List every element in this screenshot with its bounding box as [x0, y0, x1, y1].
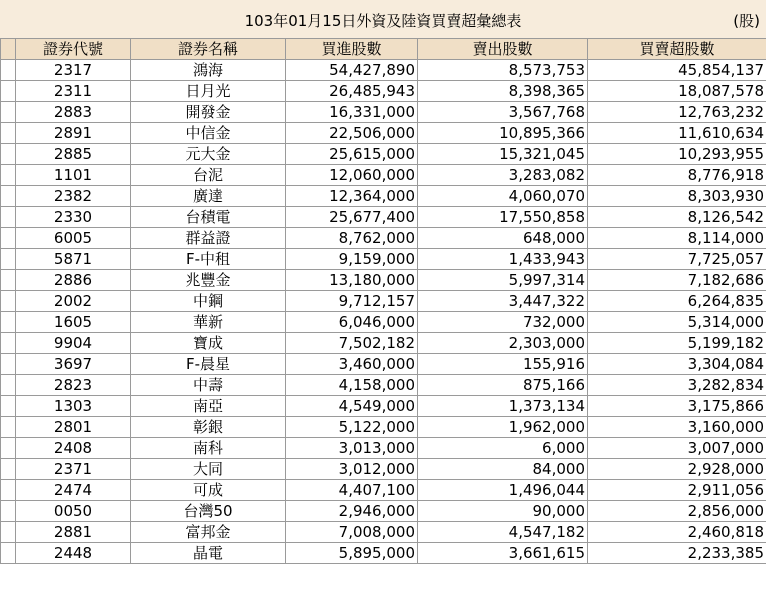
- row-spacer: [1, 543, 16, 564]
- stock-code-cell: 2371: [16, 459, 131, 480]
- row-spacer: [1, 396, 16, 417]
- stock-code-cell: 2891: [16, 123, 131, 144]
- stock-name-cell: 廣達: [131, 186, 286, 207]
- table-row: [1, 543, 766, 564]
- row-spacer: [1, 501, 16, 522]
- buy-shares-cell: 22,506,000: [286, 123, 418, 144]
- net-shares-cell: 8,126,542: [588, 207, 766, 228]
- buy-shares-cell: 4,549,000: [286, 396, 418, 417]
- report-title: 103年01月15日外資及陸資買賣超彙總表: [244, 12, 522, 30]
- net-shares-cell: 3,304,084: [588, 354, 766, 375]
- header-stock-code: 證券代號: [16, 39, 131, 60]
- header-buy-shares: 買進股數: [286, 39, 418, 60]
- stock-name-cell: 南科: [131, 438, 286, 459]
- stock-code-cell: 1303: [16, 396, 131, 417]
- stock-name-cell: 開發金: [131, 102, 286, 123]
- row-spacer: [1, 186, 16, 207]
- row-spacer: [1, 228, 16, 249]
- net-shares-cell: 2,856,000: [588, 501, 766, 522]
- net-shares-cell: 3,160,000: [588, 417, 766, 438]
- net-shares-cell: 3,282,834: [588, 375, 766, 396]
- stock-name-cell: 南亞: [131, 396, 286, 417]
- buy-shares-cell: 3,013,000: [286, 438, 418, 459]
- sell-shares-cell: 8,573,753: [418, 60, 588, 81]
- net-shares-cell: 2,460,818: [588, 522, 766, 543]
- net-shares-cell: 6,264,835: [588, 291, 766, 312]
- stock-code-cell: 5871: [16, 249, 131, 270]
- buy-shares-cell: 9,712,157: [286, 291, 418, 312]
- net-shares-cell: 2,928,000: [588, 459, 766, 480]
- buy-shares-cell: 9,159,000: [286, 249, 418, 270]
- net-shares-cell: 45,854,137: [588, 60, 766, 81]
- table-row: [1, 186, 766, 207]
- table-row: [1, 438, 766, 459]
- net-shares-cell: 12,763,232: [588, 102, 766, 123]
- sell-shares-cell: 6,000: [418, 438, 588, 459]
- stock-code-cell: 2881: [16, 522, 131, 543]
- sell-shares-cell: 2,303,000: [418, 333, 588, 354]
- header-stock-name: 證券名稱: [131, 39, 286, 60]
- row-spacer: [1, 207, 16, 228]
- buy-shares-cell: 4,407,100: [286, 480, 418, 501]
- row-spacer: [1, 291, 16, 312]
- stock-code-cell: 3697: [16, 354, 131, 375]
- row-spacer: [1, 354, 16, 375]
- buy-shares-cell: 13,180,000: [286, 270, 418, 291]
- buy-shares-cell: 3,012,000: [286, 459, 418, 480]
- table-row: [1, 375, 766, 396]
- stock-name-cell: 中壽: [131, 375, 286, 396]
- stock-name-cell: 可成: [131, 480, 286, 501]
- row-spacer: [1, 312, 16, 333]
- table-row: [1, 228, 766, 249]
- stock-code-cell: 2330: [16, 207, 131, 228]
- sell-shares-cell: 17,550,858: [418, 207, 588, 228]
- sell-shares-cell: 3,661,615: [418, 543, 588, 564]
- stock-code-cell: 1101: [16, 165, 131, 186]
- stock-code-cell: 2801: [16, 417, 131, 438]
- sell-shares-cell: 15,321,045: [418, 144, 588, 165]
- stock-name-cell: 晶電: [131, 543, 286, 564]
- row-spacer: [1, 81, 16, 102]
- row-spacer: [1, 438, 16, 459]
- table-row: [1, 480, 766, 501]
- table-row: [1, 522, 766, 543]
- stock-name-cell: 寶成: [131, 333, 286, 354]
- stock-code-cell: 1605: [16, 312, 131, 333]
- sell-shares-cell: 1,496,044: [418, 480, 588, 501]
- net-buy-sell-table: [0, 38, 766, 564]
- net-shares-cell: 10,293,955: [588, 144, 766, 165]
- table-row: [1, 312, 766, 333]
- stock-code-cell: 2474: [16, 480, 131, 501]
- sell-shares-cell: 155,916: [418, 354, 588, 375]
- table-row: [1, 207, 766, 228]
- stock-name-cell: 台泥: [131, 165, 286, 186]
- buy-shares-cell: 7,008,000: [286, 522, 418, 543]
- net-shares-cell: 18,087,578: [588, 81, 766, 102]
- stock-name-cell: 元大金: [131, 144, 286, 165]
- row-spacer: [1, 333, 16, 354]
- sell-shares-cell: 84,000: [418, 459, 588, 480]
- table-body: [1, 60, 766, 564]
- table-row: [1, 354, 766, 375]
- buy-shares-cell: 26,485,943: [286, 81, 418, 102]
- net-shares-cell: 11,610,634: [588, 123, 766, 144]
- stock-name-cell: 大同: [131, 459, 286, 480]
- stock-code-cell: 2311: [16, 81, 131, 102]
- header-row: [1, 39, 766, 60]
- table-row: [1, 102, 766, 123]
- sell-shares-cell: 648,000: [418, 228, 588, 249]
- table-row: [1, 270, 766, 291]
- sell-shares-cell: 875,166: [418, 375, 588, 396]
- stock-code-cell: 2448: [16, 543, 131, 564]
- stock-code-cell: 2823: [16, 375, 131, 396]
- stock-code-cell: 2408: [16, 438, 131, 459]
- buy-shares-cell: 6,046,000: [286, 312, 418, 333]
- unit-label: (股): [733, 12, 760, 30]
- table-row: [1, 417, 766, 438]
- sell-shares-cell: 3,283,082: [418, 165, 588, 186]
- buy-shares-cell: 16,331,000: [286, 102, 418, 123]
- buy-shares-cell: 8,762,000: [286, 228, 418, 249]
- buy-shares-cell: 4,158,000: [286, 375, 418, 396]
- stock-name-cell: 鴻海: [131, 60, 286, 81]
- table-row: [1, 60, 766, 81]
- table-row: [1, 396, 766, 417]
- row-spacer: [1, 270, 16, 291]
- stock-name-cell: 兆豐金: [131, 270, 286, 291]
- stock-code-cell: 2886: [16, 270, 131, 291]
- stock-name-cell: 中鋼: [131, 291, 286, 312]
- stock-name-cell: F-晨星: [131, 354, 286, 375]
- table-row: [1, 249, 766, 270]
- sell-shares-cell: 8,398,365: [418, 81, 588, 102]
- row-spacer: [1, 60, 16, 81]
- header-sell-shares: 賣出股數: [418, 39, 588, 60]
- table-row: [1, 333, 766, 354]
- sell-shares-cell: 1,962,000: [418, 417, 588, 438]
- table-row: [1, 123, 766, 144]
- table-row: [1, 144, 766, 165]
- stock-name-cell: 華新: [131, 312, 286, 333]
- row-spacer: [1, 375, 16, 396]
- stock-code-cell: 2382: [16, 186, 131, 207]
- header-spacer: [1, 39, 16, 60]
- net-shares-cell: 2,233,385: [588, 543, 766, 564]
- sell-shares-cell: 732,000: [418, 312, 588, 333]
- net-shares-cell: 8,776,918: [588, 165, 766, 186]
- stock-name-cell: 彰銀: [131, 417, 286, 438]
- row-spacer: [1, 459, 16, 480]
- sell-shares-cell: 4,547,182: [418, 522, 588, 543]
- row-spacer: [1, 480, 16, 501]
- stock-name-cell: 台積電: [131, 207, 286, 228]
- stock-code-cell: 6005: [16, 228, 131, 249]
- sell-shares-cell: 10,895,366: [418, 123, 588, 144]
- sell-shares-cell: 1,373,134: [418, 396, 588, 417]
- table-row: [1, 165, 766, 186]
- row-spacer: [1, 522, 16, 543]
- sell-shares-cell: 3,447,322: [418, 291, 588, 312]
- net-shares-cell: 3,007,000: [588, 438, 766, 459]
- stock-code-cell: 2317: [16, 60, 131, 81]
- buy-shares-cell: 7,502,182: [286, 333, 418, 354]
- net-shares-cell: 5,314,000: [588, 312, 766, 333]
- buy-shares-cell: 5,122,000: [286, 417, 418, 438]
- stock-name-cell: 台灣50: [131, 501, 286, 522]
- table-row: [1, 501, 766, 522]
- net-shares-cell: 8,114,000: [588, 228, 766, 249]
- row-spacer: [1, 123, 16, 144]
- stock-code-cell: 0050: [16, 501, 131, 522]
- sell-shares-cell: 90,000: [418, 501, 588, 522]
- stock-code-cell: 2883: [16, 102, 131, 123]
- buy-shares-cell: 2,946,000: [286, 501, 418, 522]
- row-spacer: [1, 249, 16, 270]
- buy-shares-cell: 12,364,000: [286, 186, 418, 207]
- stock-code-cell: 9904: [16, 333, 131, 354]
- title-bar: [0, 0, 766, 39]
- table-row: [1, 81, 766, 102]
- row-spacer: [1, 102, 16, 123]
- sell-shares-cell: 1,433,943: [418, 249, 588, 270]
- buy-shares-cell: 25,615,000: [286, 144, 418, 165]
- sell-shares-cell: 3,567,768: [418, 102, 588, 123]
- stock-name-cell: 富邦金: [131, 522, 286, 543]
- net-shares-cell: 7,725,057: [588, 249, 766, 270]
- net-shares-cell: 3,175,866: [588, 396, 766, 417]
- net-shares-cell: 2,911,056: [588, 480, 766, 501]
- table-row: [1, 459, 766, 480]
- table-row: [1, 291, 766, 312]
- row-spacer: [1, 165, 16, 186]
- buy-shares-cell: 54,427,890: [286, 60, 418, 81]
- net-shares-cell: 8,303,930: [588, 186, 766, 207]
- net-shares-cell: 5,199,182: [588, 333, 766, 354]
- buy-shares-cell: 25,677,400: [286, 207, 418, 228]
- stock-code-cell: 2002: [16, 291, 131, 312]
- header-net-shares: 買賣超股數: [588, 39, 766, 60]
- row-spacer: [1, 417, 16, 438]
- sell-shares-cell: 5,997,314: [418, 270, 588, 291]
- buy-shares-cell: 3,460,000: [286, 354, 418, 375]
- stock-name-cell: 中信金: [131, 123, 286, 144]
- stock-name-cell: 日月光: [131, 81, 286, 102]
- stock-name-cell: F-中租: [131, 249, 286, 270]
- row-spacer: [1, 144, 16, 165]
- sell-shares-cell: 4,060,070: [418, 186, 588, 207]
- buy-shares-cell: 12,060,000: [286, 165, 418, 186]
- buy-shares-cell: 5,895,000: [286, 543, 418, 564]
- stock-name-cell: 群益證: [131, 228, 286, 249]
- stock-code-cell: 2885: [16, 144, 131, 165]
- net-shares-cell: 7,182,686: [588, 270, 766, 291]
